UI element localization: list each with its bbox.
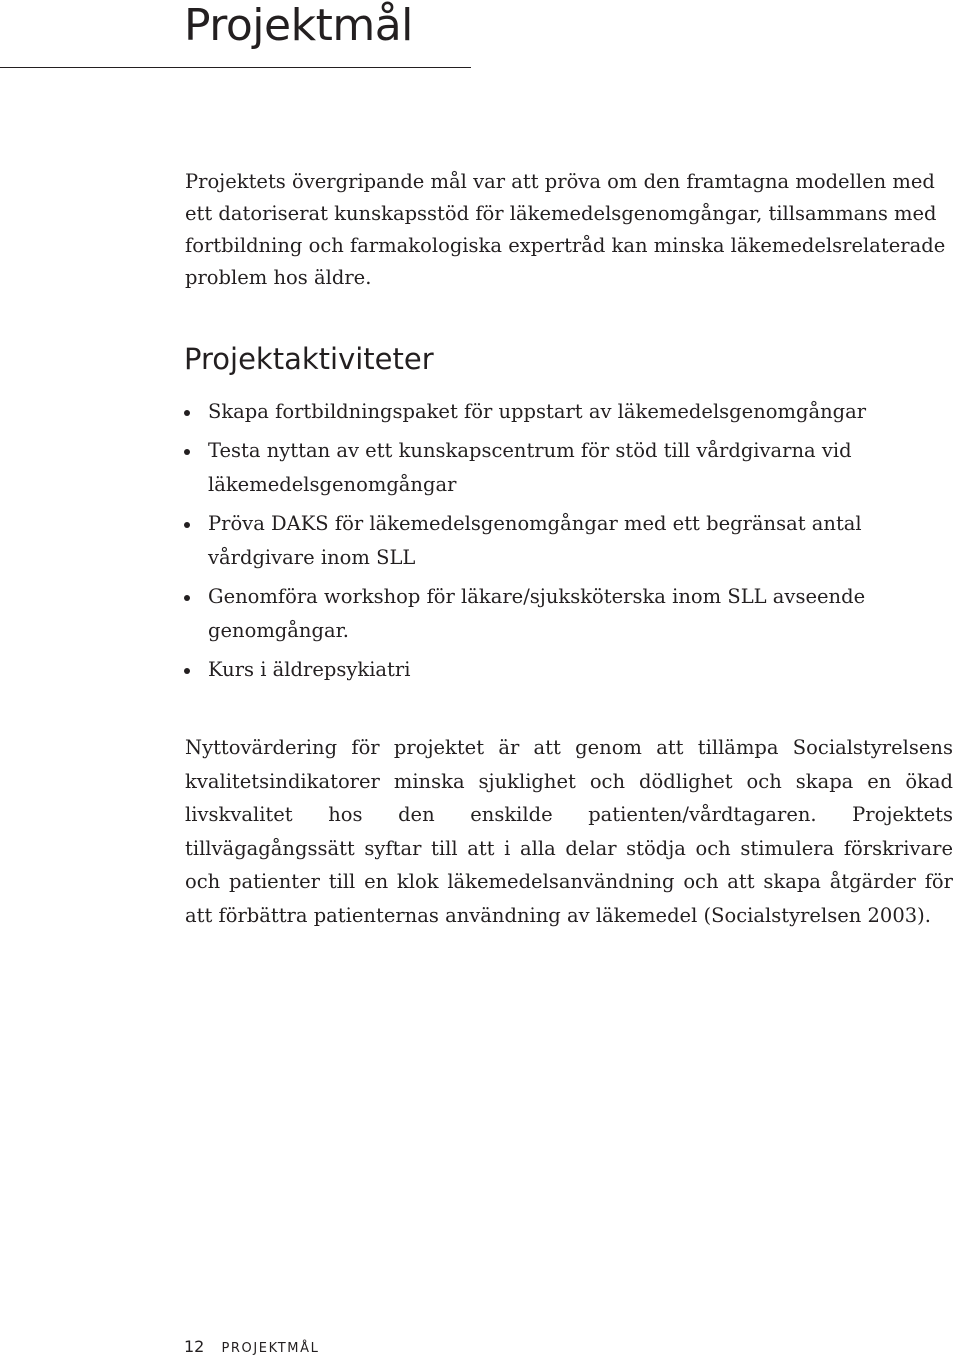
activity-text: Skapa fortbildningspaket för uppstart av läkemedelsgenomgångar [208,400,867,423]
bullet-icon [184,668,190,674]
bullet-icon [184,595,190,601]
bullet-icon [184,522,190,528]
page-number: 12 [184,1337,205,1356]
bullet-icon [184,449,190,455]
activity-text: Kurs i äldrepsykiatri [208,658,411,681]
body-paragraph: Nyttovärdering för projektet är att genom att tillämpa Socialstyrelsens kvalitetsindikatorer minska sjuklighet och dödlighet och skapa en ökad livskvalitet hos den enskilde patienten/vårdtagaren. Projektets tillvägagångssätt syftar till att i alla delar stödja och stimulera förskrivare och patienter till en klok läkemedelsanvändning och att skapa åtgärder för att förbättra patienternas användning av läkemedel (Socialstyrelsen 2003). [185,736,953,927]
page-footer [184,1337,319,1356]
page-title: Projektmål [184,0,413,51]
activity-text: Testa nyttan av ett kunskapscentrum för stöd till vårdgivarna vid läkemedelsgenomgångar [208,439,852,496]
section-heading-activities: Projektaktiviteter [184,342,434,376]
activity-item [184,395,924,429]
activity-item [184,434,924,502]
title-divider [0,67,471,68]
activities-list [184,395,924,692]
bullet-icon [184,410,190,416]
activity-item [184,580,924,648]
activity-item [184,653,924,687]
activity-item [184,507,924,575]
activity-text: Pröva DAKS för läkemedelsgenomgångar med ett begränsat antal vårdgivare inom SLL [208,512,862,569]
intro-paragraph: Projektets övergripande mål var att pröva om den framtagna modellen med ett datoriserat kunskapsstöd för läkemedelsgenomgångar, tillsammans med fortbildning och farmakologiska expertråd kan minska läkemedelsrelaterade problem hos äldre. [185,170,946,289]
running-head: PROJEKTMÅL [221,1341,320,1356]
activity-text: Genomföra workshop för läkare/sjuksköterska inom SLL avseende genomgångar. [208,585,866,642]
